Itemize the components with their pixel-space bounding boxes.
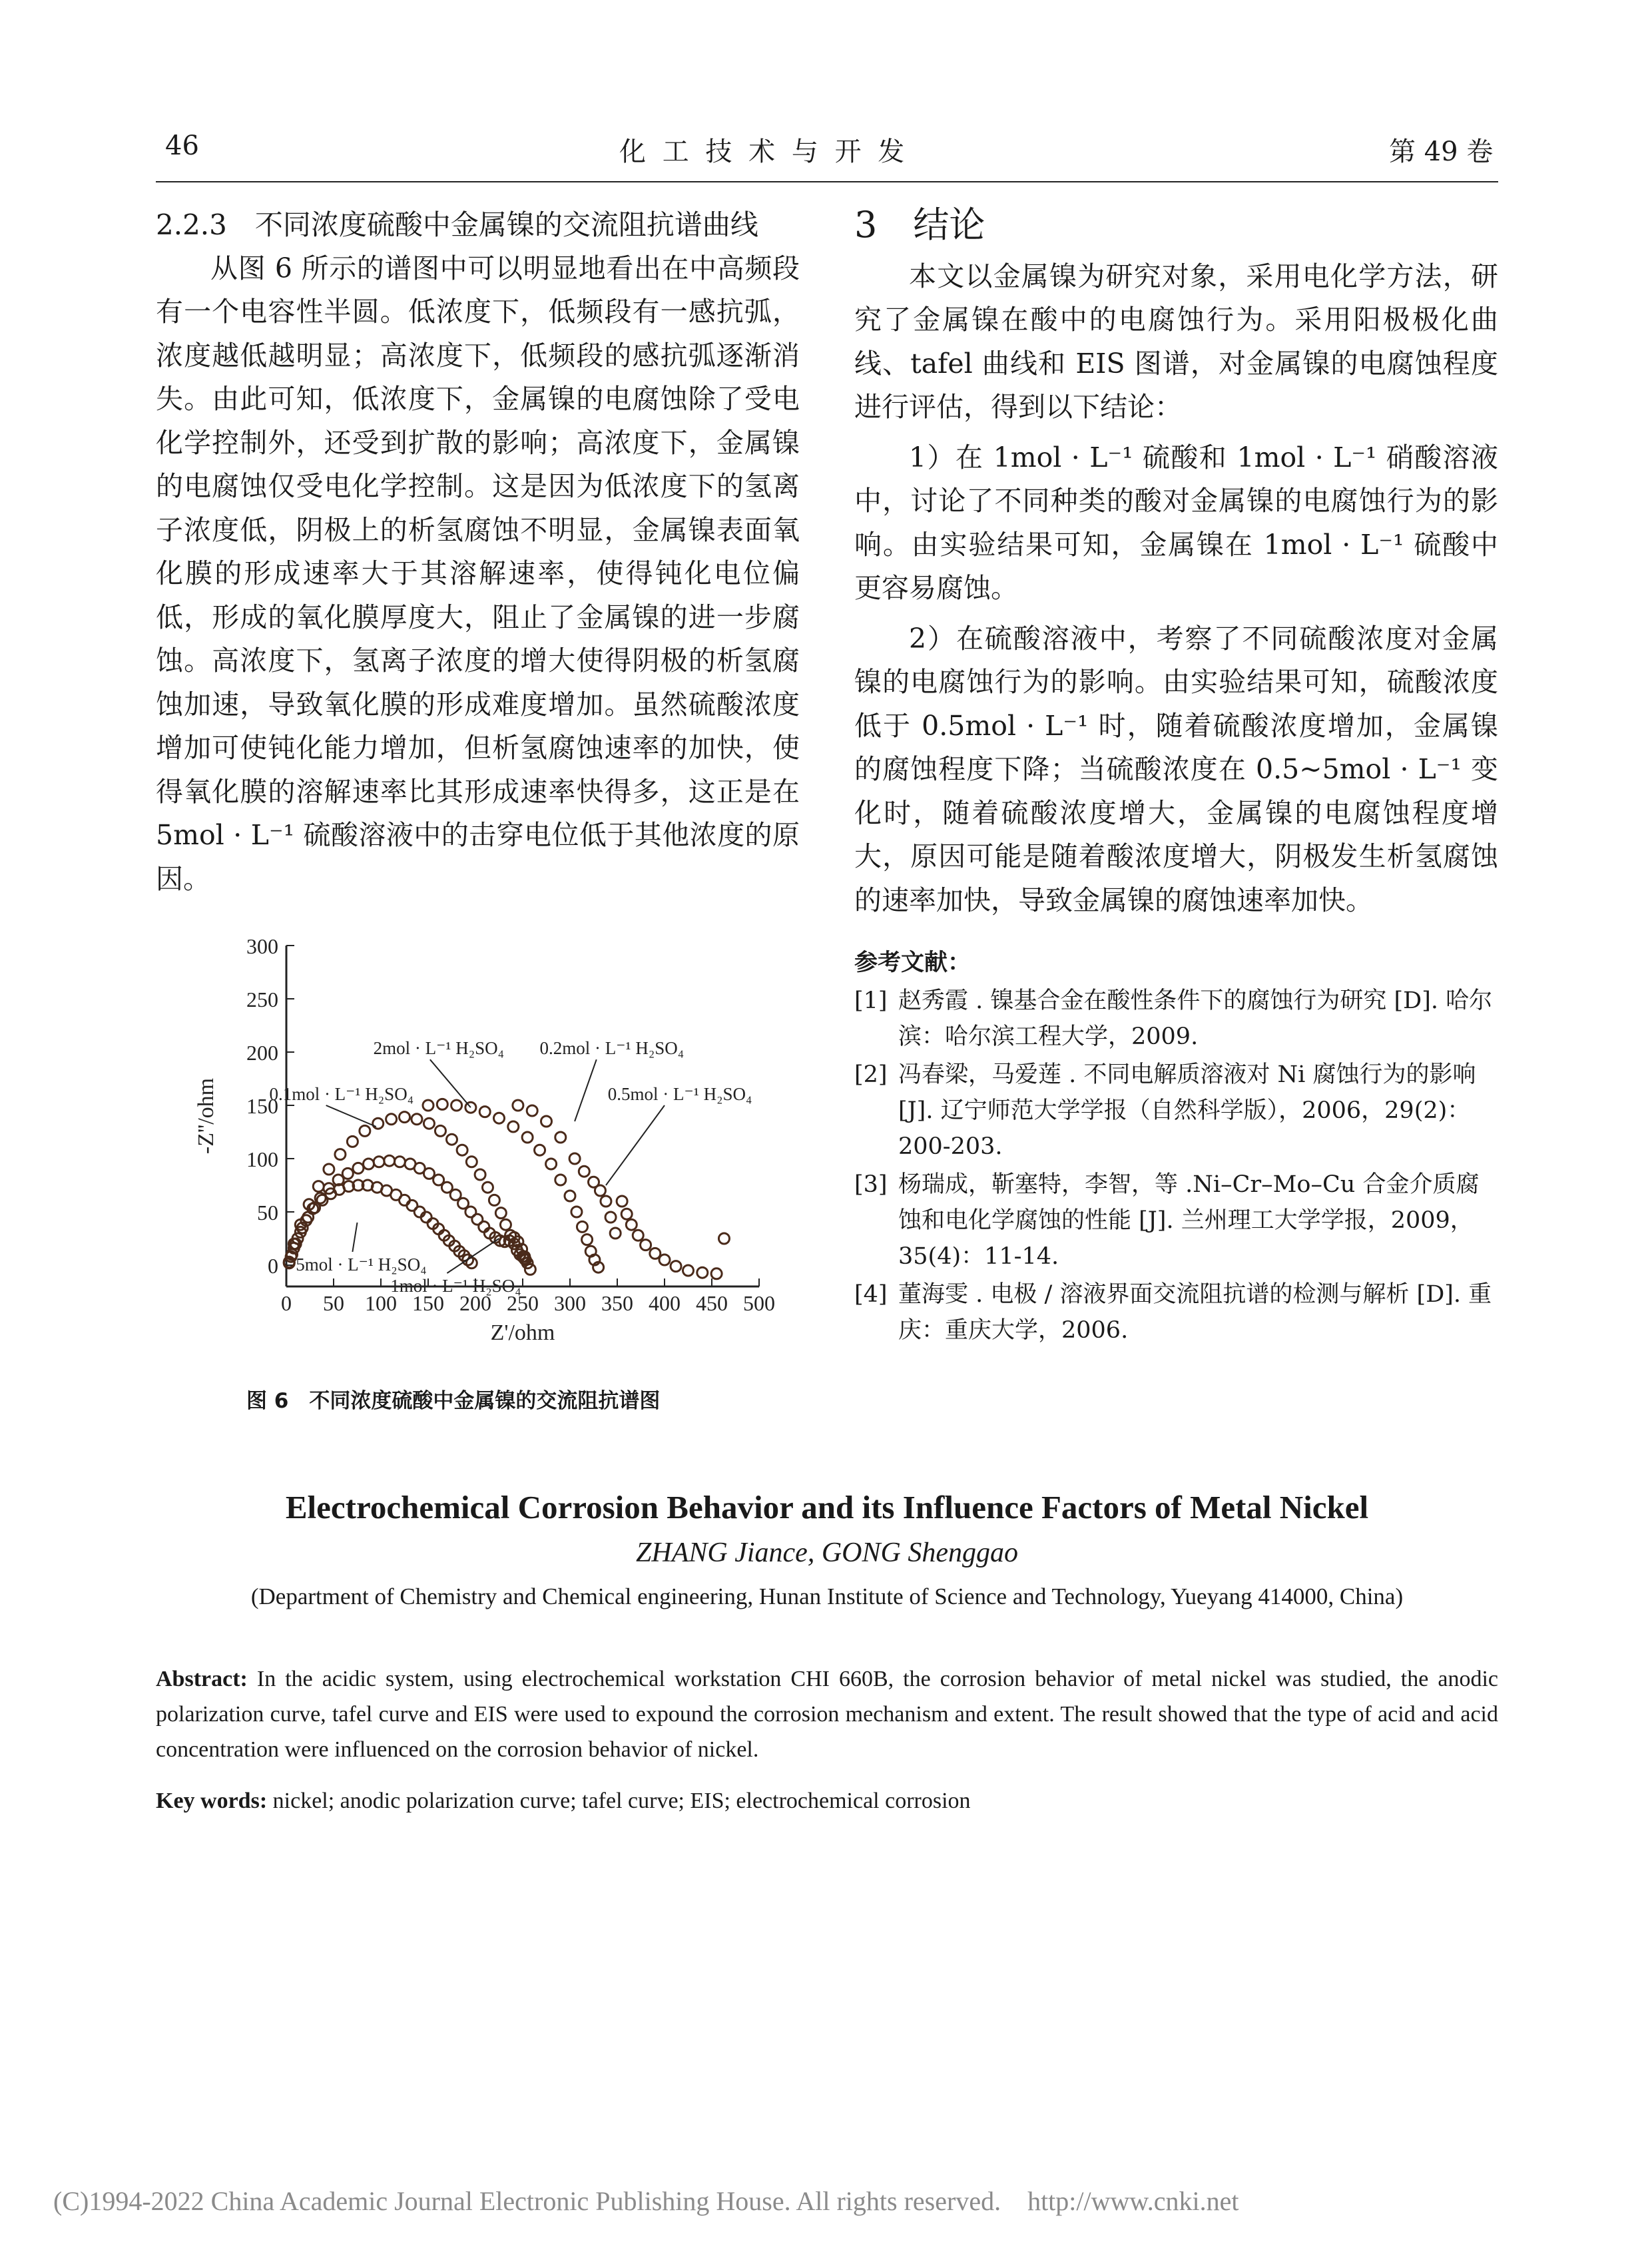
keywords-text: nickel; anodic polarization curve; tafel curve; EIS; electrochemical corrosion — [267, 1789, 971, 1813]
reference-item — [854, 983, 1498, 1055]
reference-number: [4] — [854, 1281, 888, 1308]
leader-line — [575, 1059, 597, 1121]
data-point — [423, 1118, 434, 1129]
conclusion-intro: 本文以金属镍为研究对象，采用电化学方法，研究了金属镍在酸中的电腐蚀行为。采用阳极极化曲线、tafel 曲线和 EIS 图谱，对金属镍的电腐蚀程度进行评估，得到以下结论： — [854, 260, 1498, 423]
data-point — [374, 1157, 384, 1167]
english-affiliation: (Department of Chemistry and Chemical engineering, Hunan Institute of Science and Technology, Yueyang 414000, China) — [250, 1583, 1404, 1609]
figure-caption: 图 6 不同浓度硫酸中金属镍的交流阻抗谱图 — [246, 1389, 661, 1413]
nyquist-chart — [160, 932, 799, 1358]
section-heading-conclusion: 3 结论 — [854, 204, 985, 246]
series-label: 0.2mol · L⁻¹ H₂SO₄ — [539, 1038, 685, 1059]
y-tick-label: 100 — [246, 1147, 278, 1171]
data-point — [582, 1235, 593, 1245]
chart-axes — [286, 946, 759, 1286]
data-point — [394, 1157, 405, 1167]
right-column — [854, 203, 1498, 922]
data-point — [565, 1191, 575, 1201]
data-point — [437, 1099, 447, 1109]
data-point — [447, 1134, 457, 1145]
data-point — [601, 1196, 611, 1207]
references-list — [854, 983, 1498, 1348]
leader-line — [352, 1223, 357, 1252]
data-point — [617, 1196, 627, 1207]
data-point — [535, 1145, 545, 1155]
data-point — [495, 1208, 506, 1219]
reference-text: 冯春梁，马爱莲 . 不同电解质溶液对 Ni 腐蚀行为的影响 [J]. 辽宁师范大学学报（自然科学版），2006，29(2)：200-203. — [898, 1061, 1476, 1160]
english-title: Electrochemical Corrosion Behavior and its Influence Factors of Metal Nickel — [285, 1489, 1369, 1526]
x-tick-label: 400 — [649, 1291, 681, 1315]
series-label: 1mol · L⁻¹ H₂SO₄ — [390, 1276, 521, 1296]
data-point — [555, 1132, 566, 1143]
y-axis-title: -Z''/ohm — [194, 1077, 218, 1155]
data-point — [508, 1121, 519, 1132]
data-point — [633, 1230, 643, 1241]
reference-text: 董海雯 . 电极 / 溶液界面交流阻抗谱的检测与解析 [D]. 重庆：重庆大学，2006. — [898, 1281, 1492, 1344]
data-point — [324, 1164, 334, 1175]
left-column — [156, 203, 800, 901]
data-point — [373, 1118, 384, 1129]
english-authors: ZHANG Jiance, GONG Shenggao — [636, 1538, 1018, 1568]
data-point — [522, 1132, 533, 1143]
data-point — [494, 1113, 505, 1123]
data-point — [360, 1125, 370, 1136]
data-point — [610, 1228, 621, 1239]
chart-series-labels — [269, 1038, 752, 1296]
header-rule — [156, 181, 1498, 182]
data-point — [711, 1268, 722, 1279]
data-point — [527, 1105, 537, 1116]
abstract-paragraph — [156, 1661, 1498, 1767]
reference-item — [854, 1276, 1498, 1348]
data-point — [697, 1267, 708, 1278]
x-tick-label: 250 — [507, 1291, 539, 1315]
data-point — [621, 1209, 632, 1219]
data-point — [513, 1100, 523, 1111]
data-point — [605, 1212, 616, 1223]
abstract-text: In the acidic system, using electrochemical workstation CHI 660B, the corrosion behavior of metal nickel was studied, the anodic polarization curve, tafel curve and EIS were used to expound the corrosion mechanism and extent. The result showed that the type of acid and acid concentration were influenced on the corrosion behavior of nickel. — [156, 1667, 1498, 1762]
page-number: 46 — [165, 131, 199, 161]
data-point — [595, 1185, 605, 1196]
reference-item — [854, 1167, 1498, 1274]
y-tick-label: 150 — [246, 1094, 278, 1118]
data-point — [475, 1169, 485, 1180]
data-point — [386, 1114, 397, 1125]
leader-line — [606, 1105, 665, 1185]
y-tick-label: 300 — [246, 934, 278, 958]
data-point — [718, 1233, 729, 1244]
y-tick-label: 250 — [246, 987, 278, 1011]
reference-number: [3] — [854, 1171, 888, 1198]
conclusion-item-1: 1）在 1mol · L⁻¹ 硫酸和 1mol · L⁻¹ 硝酸溶液中，讨论了不同种类的酸对金属镍的电腐蚀行为的影响。由实验结果可知，金属镍在 1mol · L⁻¹ 硫酸中更容易腐蚀。 — [854, 441, 1498, 604]
data-point — [423, 1100, 433, 1111]
abstract-label: Abstract: — [156, 1667, 248, 1691]
series-label: 0.5mol · L⁻¹ H₂SO₄ — [607, 1084, 752, 1104]
data-point — [489, 1195, 499, 1205]
data-point — [335, 1149, 346, 1160]
data-point — [364, 1159, 374, 1169]
x-tick-label: 450 — [696, 1291, 728, 1315]
journal-title: 化 工 技 术 与 开 发 — [619, 137, 909, 167]
copyright-footer: (C)1994-2022 China Academic Journal Electronic Publishing House. All rights reserved. http://www.cnki.net — [53, 2186, 1239, 2216]
data-point — [479, 1107, 490, 1117]
data-point — [555, 1175, 566, 1185]
data-point — [541, 1116, 552, 1127]
leader-line — [326, 1105, 376, 1127]
keywords-paragraph — [156, 1783, 1498, 1819]
reference-text: 杨瑞成，靳塞特，李智，等 .Ni–Cr–Mo–Cu 合金介质腐蚀和电化学腐蚀的性能 [J]. 兰州理工大学学报，2009，35(4)：11-14. — [898, 1171, 1480, 1270]
y-tick-label: 200 — [246, 1041, 278, 1065]
data-point — [571, 1207, 582, 1217]
data-point — [347, 1136, 358, 1147]
data-point — [626, 1219, 637, 1230]
data-point — [412, 1114, 422, 1125]
x-tick-label: 150 — [412, 1291, 444, 1315]
y-tick-label: 0 — [268, 1254, 278, 1278]
data-point — [313, 1181, 324, 1192]
references-section — [854, 944, 1498, 1350]
section-heading-2-2-3: 2.2.3 不同浓度硫酸中金属镍的交流阻抗谱曲线 — [156, 208, 758, 241]
data-point — [384, 1155, 395, 1166]
data-point — [451, 1100, 462, 1111]
volume-label: 第 49 卷 — [1389, 137, 1494, 167]
x-tick-label: 350 — [601, 1291, 633, 1315]
data-point — [457, 1145, 467, 1155]
references-heading: 参考文献： — [854, 950, 971, 976]
x-tick-label: 100 — [365, 1291, 397, 1315]
chart-markers — [284, 1099, 729, 1278]
conclusion-item-2: 2）在硫酸溶液中，考察了不同硫酸浓度对金属镍的电腐蚀行为的影响。由实验结果可知，硫酸浓度低于 0.5mol · L⁻¹ 时，随着硫酸浓度增加，金属镍的腐蚀程度下降；当硫酸浓度在 0.5~5mol · L⁻¹ 变化时，随着硫酸浓度增大，金属镍的电腐蚀程度增大，原因可能是随着酸浓度增大，阴极发生析氢腐蚀的速率加快，导致金属镍的腐蚀速率加快。 — [854, 622, 1498, 916]
data-point — [641, 1240, 651, 1251]
data-point — [569, 1153, 580, 1164]
data-point — [400, 1112, 410, 1123]
series-label: 5mol · L⁻¹ H₂SO₄ — [296, 1255, 427, 1274]
data-point — [500, 1219, 511, 1230]
series-label: 0.1mol · L⁻¹ H₂SO₄ — [269, 1084, 414, 1104]
reference-text: 赵秀霞 . 镍基合金在酸性条件下的腐蚀行为研究 [D]. 哈尔滨：哈尔滨工程大学，2009. — [898, 987, 1493, 1050]
x-axis-title: Z'/ohm — [490, 1320, 555, 1345]
reference-item — [854, 1057, 1498, 1165]
body-paragraph: 从图 6 所示的谱图中可以明显地看出在中高频段有一个电容性半圆。低浓度下，低频段有一感抗弧，浓度越低越明显；高浓度下，低频段的感抗弧逐渐消失。由此可知，低浓度下，金属镍的电腐蚀除了受电化学控制外，还受到扩散的影响；高浓度下，金属镍的电腐蚀仅受电化学控制。这是因为低浓度下的氢离子浓度低，阴极上的析氢腐蚀不明显，金属镍表面氧化膜的形成速率大于其溶解速率，使得钝化电位偏低，形成的氧化膜厚度大，阻止了金属镍的进一步腐蚀。高浓度下，氢离子浓度的增大使得阴极的析氢腐蚀加速，导致氧化膜的形成难度增加。虽然硫酸浓度增加可使钝化能力增加，但析氢腐蚀速率的加快，使得氧化膜的溶解速率比其形成速率快得多，这正是在 5mol · L⁻¹ 硫酸溶液中的击穿电位低于其他浓度的原因。 — [156, 252, 800, 895]
data-point — [482, 1182, 493, 1193]
series-label: 2mol · L⁻¹ H₂SO₄ — [373, 1038, 505, 1059]
data-point — [671, 1261, 681, 1272]
x-tick-label: 200 — [459, 1291, 491, 1315]
data-point — [579, 1166, 589, 1177]
leader-line — [430, 1059, 471, 1107]
reference-number: [1] — [854, 987, 888, 1014]
data-point — [400, 1195, 410, 1205]
keywords-label: Key words: — [156, 1789, 268, 1813]
data-point — [577, 1221, 587, 1232]
data-point — [546, 1159, 557, 1169]
data-point — [659, 1255, 670, 1265]
x-tick-label: 0 — [281, 1291, 292, 1315]
data-point — [466, 1157, 477, 1167]
y-tick-label: 50 — [257, 1201, 278, 1225]
x-tick-label: 500 — [743, 1291, 775, 1315]
reference-number: [2] — [854, 1061, 888, 1088]
data-point — [353, 1163, 364, 1173]
x-tick-label: 50 — [323, 1291, 344, 1315]
data-point — [683, 1265, 694, 1276]
data-point — [435, 1125, 445, 1136]
data-point — [342, 1168, 353, 1179]
x-tick-label: 300 — [554, 1291, 586, 1315]
